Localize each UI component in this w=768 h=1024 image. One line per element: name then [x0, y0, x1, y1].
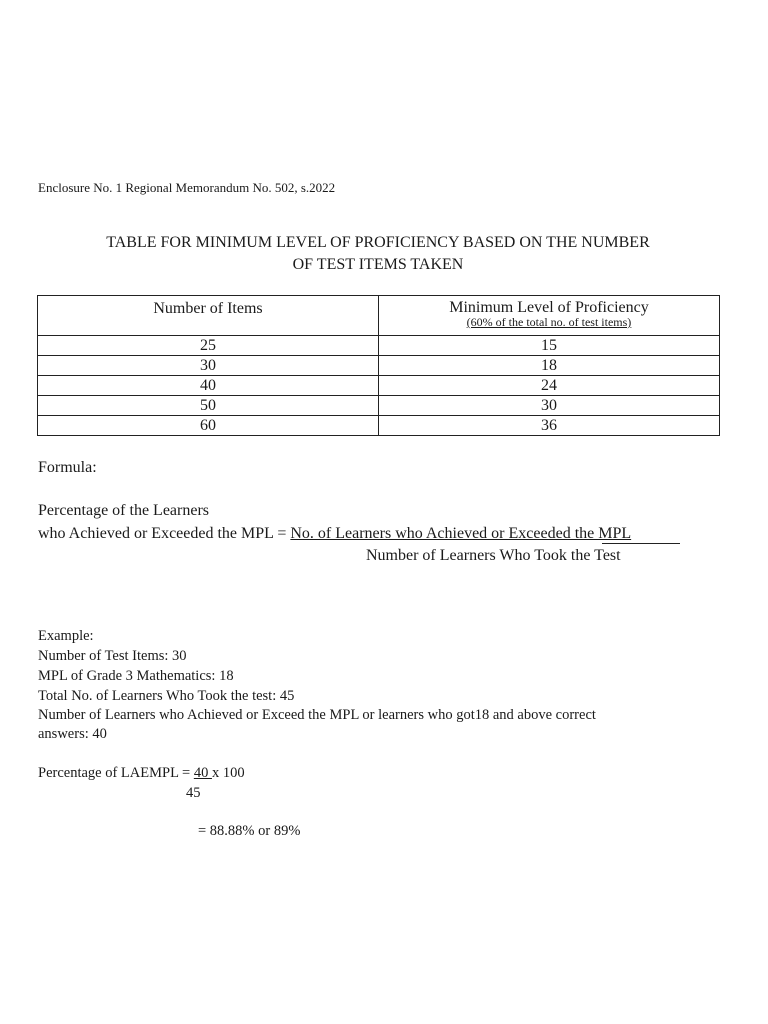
- fraction-line: [602, 543, 680, 544]
- calculation-multiplier: x 100: [211, 765, 245, 781]
- formula-line2: [38, 525, 631, 543]
- column-header-mpl: [379, 296, 720, 336]
- table-row: [38, 336, 720, 356]
- table-row: [38, 416, 720, 436]
- cell-number-of-items: 25: [38, 336, 379, 356]
- document-title-line1: TABLE FOR MINIMUM LEVEL OF PROFICIENCY BASED ON THE NUMBER: [106, 234, 650, 251]
- mpl-table: [37, 295, 720, 436]
- cell-mpl: 18: [379, 356, 720, 376]
- column-header-mpl-label: Minimum Level of Proficiency: [449, 299, 649, 316]
- example-label: Example:: [38, 628, 94, 644]
- table-row: [38, 396, 720, 416]
- calculation-line: [38, 765, 245, 782]
- example-achieved-line2: answers: 40: [38, 726, 107, 742]
- formula-lhs: who Achieved or Exceeded the MPL =: [38, 525, 291, 542]
- cell-mpl: 24: [379, 376, 720, 396]
- calculation-denominator: 45: [186, 785, 201, 801]
- example-achieved-line1: Number of Learners who Achieved or Exceed the MPL or learners who got18 and above correct: [38, 707, 596, 723]
- formula-denominator: Number of Learners Who Took the Test: [366, 547, 621, 564]
- calculation-result: = 88.88% or 89%: [198, 823, 301, 839]
- calculation-numerator: 40: [193, 765, 212, 781]
- example-mpl: MPL of Grade 3 Mathematics: 18: [38, 668, 234, 684]
- example-total-learners: Total No. of Learners Who Took the test: 45: [38, 688, 295, 704]
- formula-line1: Percentage of the Learners: [38, 502, 210, 519]
- cell-mpl: 36: [379, 416, 720, 436]
- example-test-items: Number of Test Items: 30: [38, 648, 187, 664]
- formula-numerator: No. of Learners who Achieved or Exceeded the MPL: [290, 525, 632, 542]
- table-header-row: [38, 296, 720, 336]
- cell-number-of-items: 50: [38, 396, 379, 416]
- table-row: [38, 376, 720, 396]
- cell-number-of-items: 60: [38, 416, 379, 436]
- calculation-label: Percentage of LAEMPL =: [38, 765, 194, 781]
- cell-mpl: 15: [379, 336, 720, 356]
- column-header-number-of-items: Number of Items: [38, 296, 379, 336]
- cell-number-of-items: 40: [38, 376, 379, 396]
- cell-number-of-items: 30: [38, 356, 379, 376]
- formula-label: Formula:: [38, 459, 97, 476]
- table-row: [38, 356, 720, 376]
- enclosure-reference: Enclosure No. 1 Regional Memorandum No. 502, s.2022: [38, 180, 336, 195]
- cell-mpl: 30: [379, 396, 720, 416]
- column-header-mpl-note: (60% of the total no. of test items): [466, 315, 632, 329]
- document-title-line2: OF TEST ITEMS TAKEN: [292, 256, 464, 273]
